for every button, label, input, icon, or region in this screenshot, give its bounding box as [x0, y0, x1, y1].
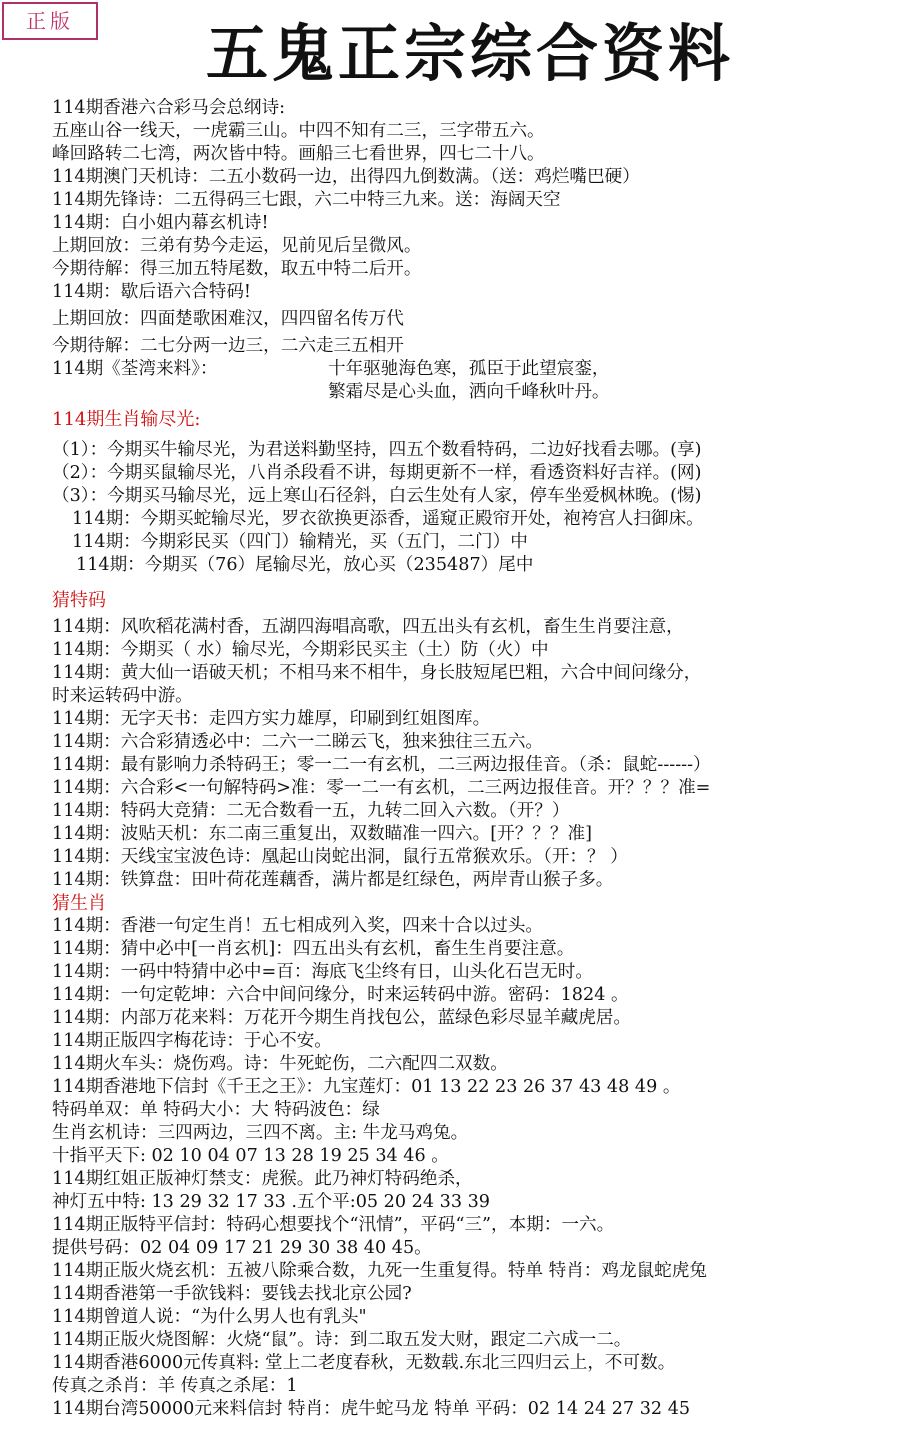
- text-line: 114期：波贴天机：东二南三重复出，双数瞄准一四六。[开？？？准]: [52, 824, 592, 844]
- text-line: 上期回放：四面楚歌困难汉，四四留名传万代: [52, 309, 404, 329]
- text-line: （3）：今期买马输尽光，远上寒山石径斜，白云生处有人家，停车坐爱枫林晚。(惕): [52, 486, 702, 506]
- text-line: 114期：今期买（ 水）输尽光，今期彩民买主（土）防（火）中: [52, 640, 549, 660]
- text-line: 114期：今期买蛇输尽光，罗衣欲换更添香，遥窥正殿帘开处，袍袴宫人扫御床。: [72, 509, 704, 529]
- text-line: 时来运转码中游。: [52, 686, 193, 706]
- text-line: 114期正版火烧玄机：五被八除乘合数，九死一生重复得。特单 特肖：鸡龙鼠蛇虎兔: [52, 1261, 707, 1281]
- text-line: 114期：风吹稻花满村香，五湖四海唱高歌，四五出头有玄机，畜生生肖要注意，: [52, 617, 684, 637]
- text-line: 上期回放：三弟有势今走运，见前见后呈微风。: [52, 236, 422, 256]
- content-body: [52, 97, 900, 1421]
- text-line: 114期：白小姐内幕玄机诗!: [52, 213, 269, 233]
- genuine-badge: 正版: [2, 2, 98, 40]
- text-line: 114期：今期买（76）尾输尽光，放心买（235487）尾中: [76, 555, 534, 575]
- text-line: 114期：六合彩猜透必中：二六一二睇云飞，独来独往三五六。: [52, 732, 544, 752]
- text-line: 十指平天下: 02 10 04 07 13 28 19 25 34 46 。: [52, 1146, 449, 1166]
- text-line: 五座山谷一线天，一虎霸三山。中四不知有二三，三字带五六。: [52, 121, 545, 141]
- text-line: 114期先锋诗：二五得码三七跟，六二中特三九来。送：海阔天空: [52, 190, 561, 210]
- text-line: 114期：黄大仙一语破天机；不相马来不相牛，身长肢短尾巴粗，六合中间问缘分，: [52, 663, 702, 683]
- text-line: 114期：香港一句定生肖！五七相成列入奖，四来十合以过头。: [52, 916, 544, 936]
- section-heading-tema: 猜特码: [52, 590, 106, 611]
- text-line: （1）：今期买牛输尽光，为君送料勤坚持，四五个数看特码，二边好找看去哪。(享): [52, 440, 702, 460]
- text-line: 114期：无字天书：走四方实力雄厚，印刷到红姐图库。: [52, 709, 491, 729]
- text-line: 114期香港6000元传真料: 堂上二老度春秋，无数载.东北三四归云上，不可数。: [52, 1353, 676, 1373]
- text-line: 特码单双：单 特码大小：大 特码波色：绿: [52, 1100, 380, 1120]
- text-line: 114期正版特平信封：特码心想要找个“汛情”，平码“三”，本期：一六。: [52, 1215, 615, 1235]
- text-line: 峰回路转二七湾，两次皆中特。画船三七看世界，四七二十八。: [52, 144, 545, 164]
- text-line: 114期正版四字梅花诗：于心不安。: [52, 1031, 332, 1051]
- text-line: 生肖玄机诗：三四两边，三四不离。主: 牛龙马鸡兔。: [52, 1123, 469, 1143]
- text-line: 114期台湾50000元来料信封 特肖：虎牛蛇马龙 特单 平码：02 14 24 27 32 45: [52, 1399, 691, 1419]
- text-line: 114期：最有影响力杀特码王；零一二一有玄机，二三两边报佳音。（杀：鼠蛇------）: [52, 755, 711, 775]
- text-line: 114期香港地下信封《千王之王》：九宝莲灯：01 13 22 23 26 37 43 48 49 。: [52, 1077, 681, 1097]
- poem-line: 十年驱驰海色寒，孤臣于此望宸銮，: [328, 359, 610, 379]
- text-line: 114期：天线宝宝波色诗：凰起山岗蛇出洞，鼠行五常猴欢乐。（开：？ ）: [52, 847, 628, 867]
- text-line: 114期曾道人说：“为什么男人也有乳头": [52, 1307, 367, 1327]
- text-line: 114期：内部万花来料：万花开今期生肖找包公，蓝绿色彩尽显羊藏虎居。: [52, 1008, 631, 1028]
- text-line: 114期澳门天机诗：二五小数码一边，出得四九倒数满。（送：鸡烂嘴巴硬）: [52, 167, 640, 187]
- text-line: 114期香港第一手欲钱料：要钱去找北京公园?: [52, 1284, 412, 1304]
- text-line: 114期：歇后语六合特码!: [52, 282, 251, 302]
- text-line: 提供号码：02 04 09 17 21 29 30 38 40 45。: [52, 1238, 432, 1258]
- poem-block: [52, 358, 900, 404]
- text-line: 114期香港六合彩马会总纲诗:: [52, 98, 286, 118]
- text-line: 114期：一码中特猜中必中=百：海底飞尘终有日，山头化石岂无时。: [52, 962, 593, 982]
- text-line: 传真之杀肖：羊 传真之杀尾：1: [52, 1376, 298, 1396]
- text-line: 今期待解：得三加五特尾数，取五中特二后开。: [52, 259, 422, 279]
- poem-line: 繁霜尽是心头血，洒向千峰秋叶丹。: [328, 382, 610, 402]
- text-line: 114期：六合彩<一句解特码>准：零一二一有玄机，二三两边报佳音。开？？？准=: [52, 778, 711, 798]
- section-heading-shengxiao-guess: 猜生肖: [52, 893, 106, 914]
- page-title: 五鬼正宗综合资料: [205, 17, 734, 90]
- text-line: 神灯五中特: 13 29 32 17 33 .五个平:05 20 24 33 39: [52, 1192, 490, 1212]
- text-line: （2）：今期买鼠输尽光，八肖杀段看不讲，每期更新不一样，看透资料好吉祥。(网): [52, 463, 702, 483]
- text-line: 114期：特码大竞猜：二无合数看一五，九转二回入六数。（开？）: [52, 801, 570, 821]
- text-line: 114期红姐正版神灯禁支：虎猴。此乃神灯特码绝杀，: [52, 1169, 473, 1189]
- text-line: 114期正版火烧图解：火烧“鼠”。诗：到二取五发大财，跟定二六成一二。: [52, 1330, 632, 1350]
- text-line: 114期：猜中必中[一肖玄机]：四五出头有玄机，畜生生肖要注意。: [52, 939, 575, 959]
- text-line: 114期：铁算盘：田叶荷花莲藕香，满片都是红绿色，两岸青山猴子多。: [52, 870, 614, 890]
- text-line: 114期：一句定乾坤：六合中间问缘分，时来运转码中游。密码：1824 。: [52, 985, 629, 1005]
- text-line: 114期火车头：烧伤鸡。诗：牛死蛇伤，二六配四二双数。: [52, 1054, 508, 1074]
- section-heading-shengxiao: 114期生肖输尽光:: [52, 409, 201, 430]
- text-line: 今期待解：二七分两一边三，二六走三五相开: [52, 336, 404, 356]
- poem-label: 114期《荃湾来料》：: [52, 359, 218, 379]
- text-line: 114期：今期彩民买（四门）输精光，买（五门，二门）中: [72, 532, 528, 552]
